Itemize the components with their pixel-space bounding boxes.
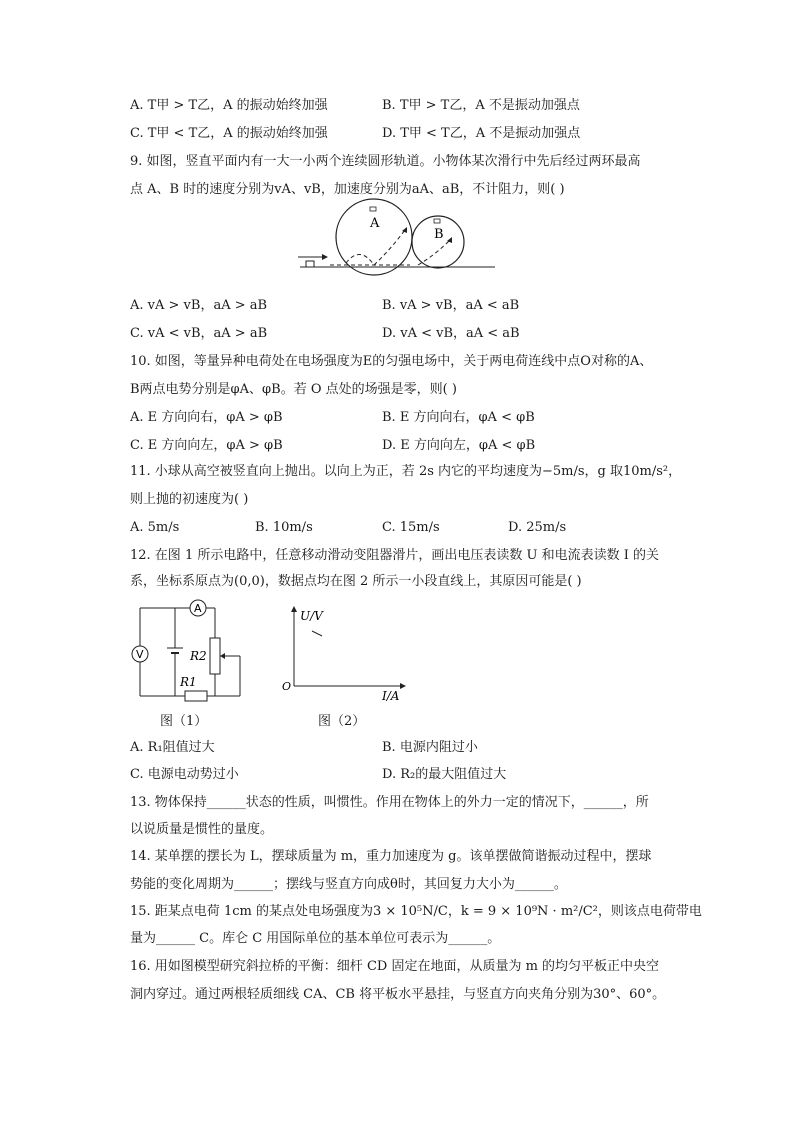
q11-option-a: A. 5m/s bbox=[130, 520, 180, 535]
q12-r1-label: R1 bbox=[180, 675, 197, 689]
q12-stem-line2: 系，坐标系原点为(0,0)，数据点均在图 2 所示一小段直线上，其原因可能是( ) bbox=[130, 574, 582, 589]
q9-option-d: D. vA < vB，aA < aB bbox=[382, 326, 520, 341]
q9-label-a: A bbox=[370, 216, 380, 231]
q14-stem-line2: 势能的变化周期为______；摆线与竖直方向成θ时，其回复力大小为______。 bbox=[130, 877, 567, 892]
q12-ammeter-label: A bbox=[194, 602, 202, 615]
q12-stem-line1: 12. 在图 1 所示电路中，任意移动滑动变阻器滑片，画出电压表读数 U 和电流表读数 I 的关 bbox=[130, 548, 659, 563]
q12-r2-label: R2 bbox=[190, 649, 207, 663]
q13-stem-line2: 以说质量是惯性的量度。 bbox=[130, 822, 274, 837]
q10-stem-line2: B两点电势分别是φA、φB。若 O 点处的场强是零，则( ) bbox=[130, 382, 457, 397]
q9-stem-line2: 点 A、B 时的速度分别为vA、vB，加速度分别为aA、aB，不计阻力，则( ) bbox=[130, 182, 565, 197]
q15-stem-line1: 15. 距某点电荷 1cm 的某点处电场强度为3 × 10⁵N/C，k = 9 × 10⁹N · m²/C²，则该点电荷带电 bbox=[130, 904, 702, 919]
q11-stem-line1: 11. 小球从高空被竖直向上抛出。以向上为正，若 2s 内它的平均速度为−5m/s，g 取10m/s²， bbox=[130, 464, 682, 479]
q12-u-axis-label: U/V bbox=[300, 609, 323, 623]
q10-option-b: B. E 方向向右，φA < φB bbox=[382, 410, 535, 425]
q12-option-c: C. 电源电动势过小 bbox=[130, 767, 239, 782]
q9-label-b: B bbox=[434, 227, 444, 242]
q12-fig2-caption: 图（2） bbox=[318, 714, 366, 729]
q13-stem-line1: 13. 物体保持______状态的性质，叫惯性。作用在物体上的外力一定的情况下，______，所 bbox=[130, 795, 649, 810]
q12-fig1-caption: 图（1） bbox=[160, 714, 208, 729]
q12-origin-label: O bbox=[282, 680, 292, 693]
q12-option-d: D. R₂的最大阻值过大 bbox=[382, 767, 507, 782]
q10-stem-line1: 10. 如图，等量异种电荷处在电场强度为E的匀强电场中，关于两电荷连线中点O对称的A、 bbox=[130, 354, 653, 369]
q16-stem-line1: 16. 用如图模型研究斜拉桥的平衡：细杆 CD 固定在地面，从质量为 m 的均匀平板正中央空 bbox=[130, 959, 660, 974]
q9-option-b: B. vA > vB，aA < aB bbox=[382, 298, 520, 313]
q14-stem-line1: 14. 某单摆的摆长为 L，摆球质量为 m，重力加速度为 g。该单摆做简谐振动过程中，摆球 bbox=[130, 849, 652, 864]
q12-circuit-figure bbox=[130, 598, 250, 704]
q9-stem-line1: 9. 如图，竖直平面内有一大一小两个连续圆形轨道。小物体某次滑行中先后经过两环最高 bbox=[130, 154, 641, 169]
q15-stem-line2: 量为______ C。库仑 C 用国际单位的基本单位可表示为______。 bbox=[130, 931, 501, 946]
q8-option-d: D. T甲 < T乙，A 不是振动加强点 bbox=[382, 126, 581, 141]
q9-loop-track-figure bbox=[290, 205, 510, 275]
q11-option-c: C. 15m/s bbox=[382, 520, 440, 535]
q8-option-c: C. T甲 < T乙，A 的振动始终加强 bbox=[130, 126, 328, 141]
q12-option-a: A. R₁阻值过大 bbox=[130, 740, 215, 755]
q9-option-c: C. vA < vB，aA > aB bbox=[130, 326, 268, 341]
q12-i-axis-label: I/A bbox=[382, 689, 400, 703]
q9-option-a: A. vA > vB，aA > aB bbox=[130, 298, 268, 313]
q11-stem-line2: 则上抛的初速度为( ) bbox=[130, 492, 249, 507]
q10-option-d: D. E 方向向左，φA < φB bbox=[382, 438, 536, 453]
q8-option-a: A. T甲 > T乙，A 的振动始终加强 bbox=[130, 98, 328, 113]
q10-option-c: C. E 方向向左，φA > φB bbox=[130, 438, 283, 453]
q12-option-b: B. 电源内阻过小 bbox=[382, 740, 478, 755]
q16-stem-line2: 洞内穿过。通过两根轻质细线 CA、CB 将平板水平悬挂，与竖直方向夹角分别为30°、60°。 bbox=[130, 987, 666, 1002]
q8-option-b: B. T甲 > T乙，A 不是振动加强点 bbox=[382, 98, 580, 113]
q12-ui-graph-figure bbox=[282, 602, 412, 702]
q12-voltmeter-label: V bbox=[136, 648, 144, 661]
q10-option-a: A. E 方向向右，φA > φB bbox=[130, 410, 283, 425]
q11-option-b: B. 10m/s bbox=[255, 520, 313, 535]
q11-option-d: D. 25m/s bbox=[508, 520, 567, 535]
